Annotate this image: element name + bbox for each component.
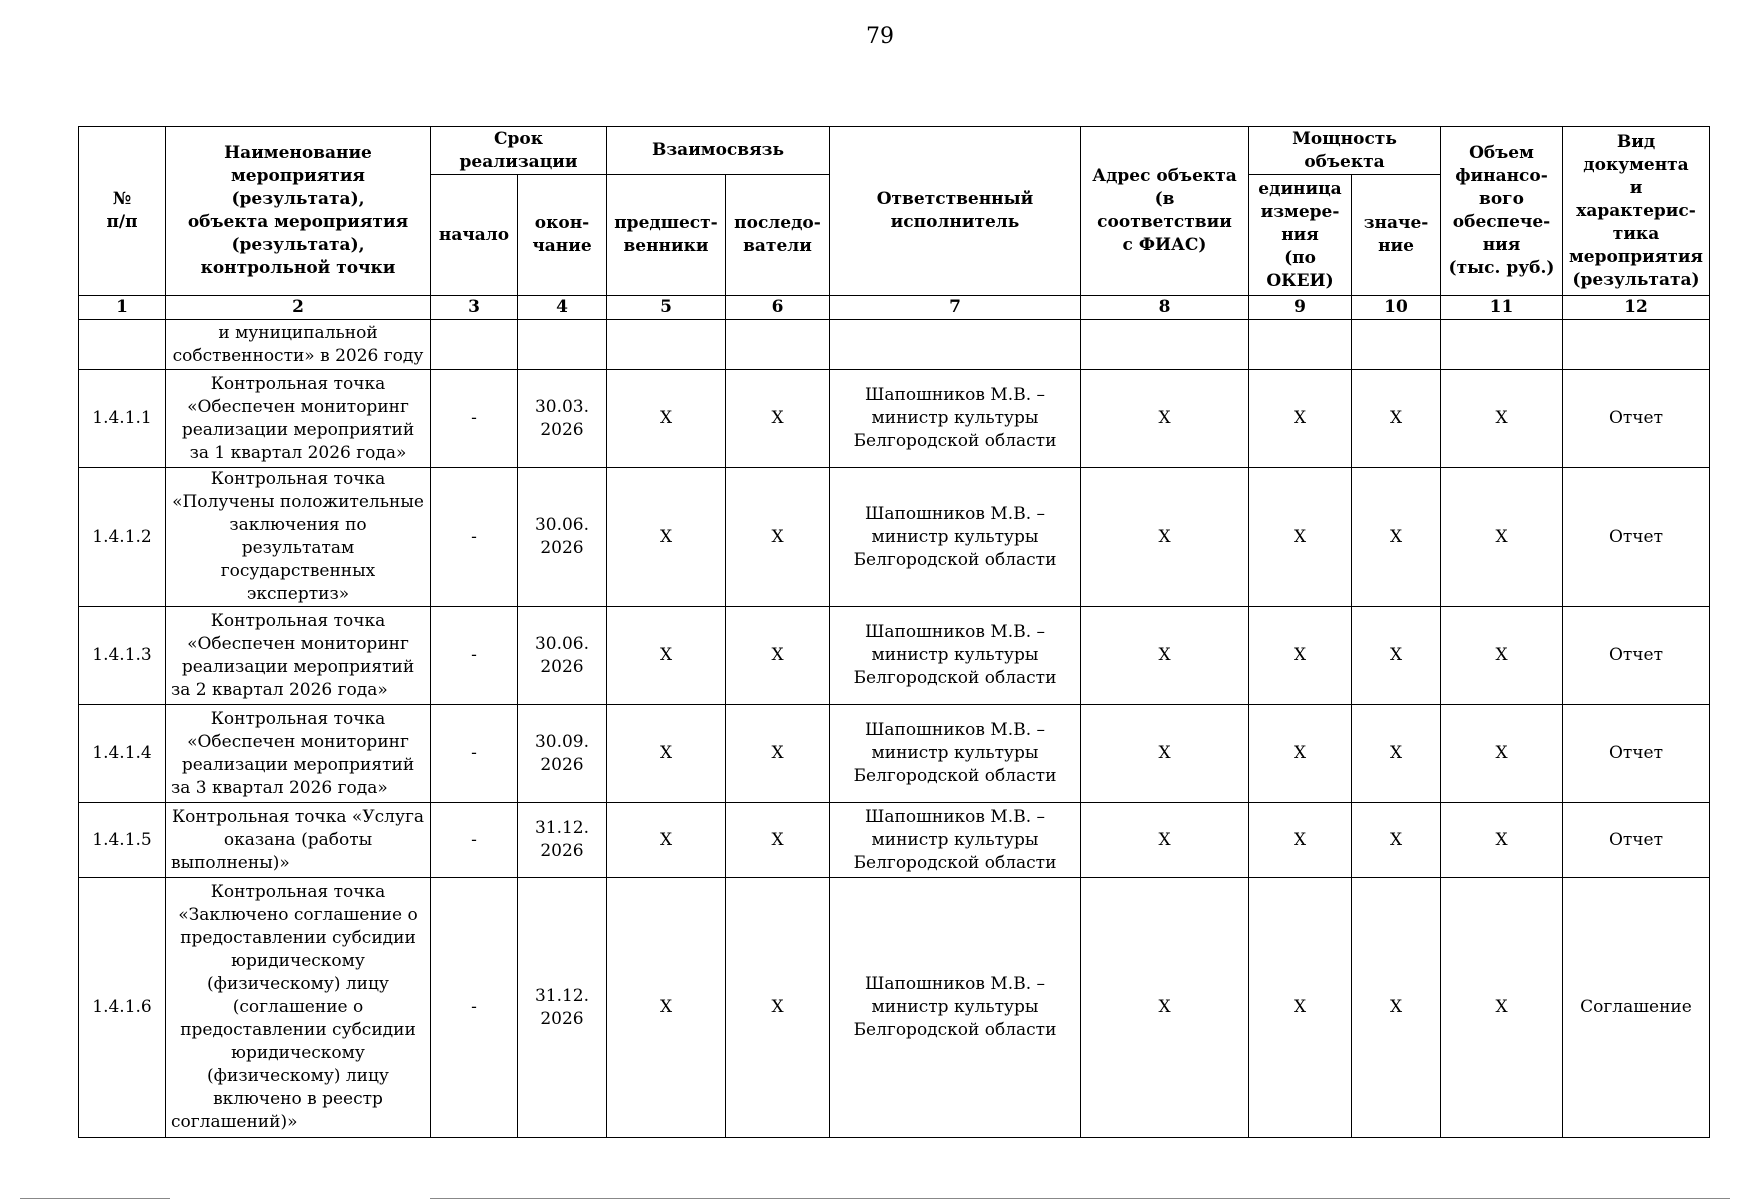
- row-predecessors: X: [607, 878, 726, 1138]
- row-name: Контрольная точка «Обеспечен мониторинг реализации мероприятий за 1 квартал 2026 года»: [166, 370, 431, 468]
- row-volume: X: [1441, 370, 1563, 468]
- row-num: 1.4.1.2: [79, 468, 166, 607]
- header-end: окон- чание: [518, 175, 607, 296]
- scan-edge-line: [20, 1198, 170, 1199]
- row-unit: X: [1249, 370, 1352, 468]
- row-end: 30.09. 2026: [518, 705, 607, 803]
- row-responsible: Шапошников М.В. – министр культуры Белгородской области: [830, 607, 1081, 705]
- row-value: X: [1352, 878, 1441, 1138]
- row-doc-type: Соглашение: [1563, 878, 1710, 1138]
- row-num: 1.4.1.3: [79, 607, 166, 705]
- row-doc-type: Отчет: [1563, 705, 1710, 803]
- row-responsible: Шапошников М.В. – министр культуры Белгородской области: [830, 370, 1081, 468]
- row-successors: X: [726, 878, 830, 1138]
- row-responsible: Шапошников М.В. – министр культуры Белгородской области: [830, 468, 1081, 607]
- row-unit: X: [1249, 878, 1352, 1138]
- row-start: -: [431, 468, 518, 607]
- row-successors: X: [726, 370, 830, 468]
- row-end: 30.06. 2026: [518, 468, 607, 607]
- row-end: 30.03. 2026: [518, 370, 607, 468]
- header-vzaimosvyaz: Взаимосвязь: [607, 127, 830, 175]
- row-value: X: [1352, 803, 1441, 878]
- row-unit: X: [1249, 468, 1352, 607]
- row-responsible: Шапошников М.В. – министр культуры Белгородской области: [830, 878, 1081, 1138]
- table-row: [79, 607, 1710, 705]
- row-volume: X: [1441, 803, 1563, 878]
- header-name: Наименование мероприятия (результата), объекта мероприятия (результата), контрольной точки: [166, 127, 431, 296]
- column-number: 10: [1352, 296, 1441, 320]
- row-volume: X: [1441, 607, 1563, 705]
- row-address: X: [1081, 803, 1249, 878]
- header-responsible: Ответственный исполнитель: [830, 127, 1081, 296]
- row-num: 1.4.1.5: [79, 803, 166, 878]
- row-unit: X: [1249, 803, 1352, 878]
- scan-edge-line: [430, 1198, 1730, 1199]
- row-doc-type: Отчет: [1563, 607, 1710, 705]
- column-number: 9: [1249, 296, 1352, 320]
- row-name: Контрольная точка «Услуга оказана (работы выполнены)»: [166, 803, 431, 878]
- row-volume: X: [1441, 705, 1563, 803]
- header-predecessors: предшест- венники: [607, 175, 726, 296]
- continuation-name: и муниципальной собственности» в 2026 году: [166, 320, 431, 370]
- row-successors: X: [726, 607, 830, 705]
- column-number: 7: [830, 296, 1081, 320]
- table-row: [79, 878, 1710, 1138]
- row-value: X: [1352, 468, 1441, 607]
- row-start: -: [431, 370, 518, 468]
- column-number: 5: [607, 296, 726, 320]
- row-start: -: [431, 607, 518, 705]
- row-address: X: [1081, 878, 1249, 1138]
- header-address: Адрес объекта (в соответствии с ФИАС): [1081, 127, 1249, 296]
- row-name: Контрольная точка «Обеспечен мониторинг реализации мероприятий за 3 квартал 2026 года»: [166, 705, 431, 803]
- header-srok: Срок реализации: [431, 127, 607, 175]
- row-address: X: [1081, 468, 1249, 607]
- row-address: X: [1081, 607, 1249, 705]
- row-value: X: [1352, 607, 1441, 705]
- header-unit: единица измере- ния (по ОКЕИ): [1249, 175, 1352, 296]
- row-address: X: [1081, 370, 1249, 468]
- row-unit: X: [1249, 705, 1352, 803]
- table-row: [79, 370, 1710, 468]
- row-start: -: [431, 878, 518, 1138]
- header-capacity: Мощность объекта: [1249, 127, 1441, 175]
- row-start: -: [431, 705, 518, 803]
- row-doc-type: Отчет: [1563, 370, 1710, 468]
- row-doc-type: Отчет: [1563, 803, 1710, 878]
- column-number: 12: [1563, 296, 1710, 320]
- header-start: начало: [431, 175, 518, 296]
- row-end: 31.12. 2026: [518, 878, 607, 1138]
- column-number: 11: [1441, 296, 1563, 320]
- row-end: 30.06. 2026: [518, 607, 607, 705]
- row-predecessors: X: [607, 705, 726, 803]
- row-unit: X: [1249, 607, 1352, 705]
- row-responsible: Шапошников М.В. – министр культуры Белгородской области: [830, 705, 1081, 803]
- row-num: 1.4.1.6: [79, 878, 166, 1138]
- continuation-row: [79, 320, 1710, 370]
- row-value: X: [1352, 370, 1441, 468]
- column-number: 1: [79, 296, 166, 320]
- table-row: [79, 468, 1710, 607]
- row-volume: X: [1441, 878, 1563, 1138]
- header-num: № п/п: [79, 127, 166, 296]
- page-number: 79: [866, 24, 894, 49]
- row-successors: X: [726, 803, 830, 878]
- table-row: [79, 803, 1710, 878]
- header-value: значе- ние: [1352, 175, 1441, 296]
- row-predecessors: X: [607, 607, 726, 705]
- row-start: -: [431, 803, 518, 878]
- table-row: [79, 705, 1710, 803]
- row-predecessors: X: [607, 803, 726, 878]
- column-number: 2: [166, 296, 431, 320]
- row-predecessors: X: [607, 370, 726, 468]
- row-value: X: [1352, 705, 1441, 803]
- row-end: 31.12. 2026: [518, 803, 607, 878]
- row-volume: X: [1441, 468, 1563, 607]
- column-number: 4: [518, 296, 607, 320]
- row-name: Контрольная точка «Обеспечен мониторинг реализации мероприятий за 2 квартал 2026 года»: [166, 607, 431, 705]
- header-doc-type: Вид документа и характерис- тика мероприятия (результата): [1563, 127, 1710, 296]
- row-responsible: Шапошников М.В. – министр культуры Белгородской области: [830, 803, 1081, 878]
- column-number: 6: [726, 296, 830, 320]
- column-number: 8: [1081, 296, 1249, 320]
- row-successors: X: [726, 468, 830, 607]
- plan-table: [78, 126, 1710, 1138]
- header-volume: Объем финансо- вого обеспече- ния (тыс. руб.): [1441, 127, 1563, 296]
- row-predecessors: X: [607, 468, 726, 607]
- row-doc-type: Отчет: [1563, 468, 1710, 607]
- column-number: 3: [431, 296, 518, 320]
- header-successors: последо- ватели: [726, 175, 830, 296]
- row-name: Контрольная точка «Получены положительные заключения по результатам государственных экспертиз»: [166, 468, 431, 607]
- row-num: 1.4.1.1: [79, 370, 166, 468]
- row-num: 1.4.1.4: [79, 705, 166, 803]
- row-address: X: [1081, 705, 1249, 803]
- row-successors: X: [726, 705, 830, 803]
- row-name: Контрольная точка «Заключено соглашение о предоставлении субсидии юридическому (физическому) лицу (соглашение о предоставлении субсидии юридическому (физическому) лицу включено в реестр соглашений)»: [166, 878, 431, 1138]
